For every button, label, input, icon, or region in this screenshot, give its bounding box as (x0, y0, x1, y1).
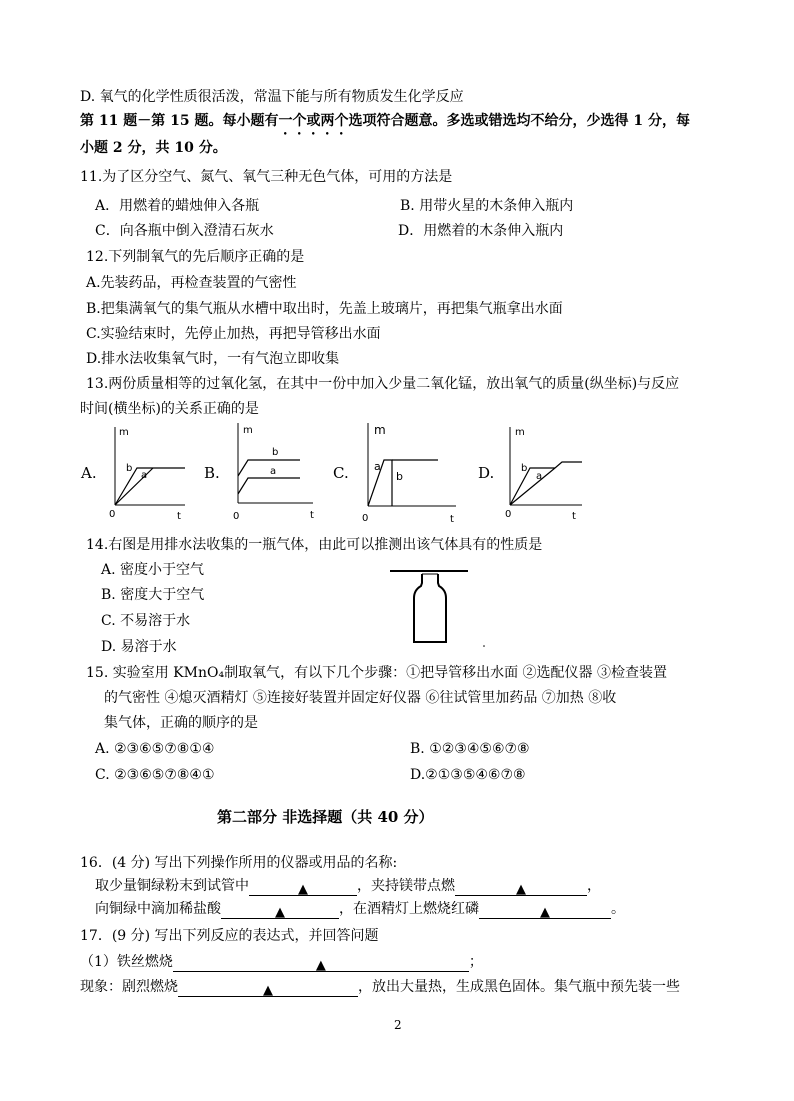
section-instruction: 第 11 题－第 15 题。每小题有一个或两个选项符合题意。多选或错选均不给分，少选得 1 分，每 (80, 113, 690, 129)
q16-blank-2[interactable]: ▲ (455, 880, 587, 896)
graph-d-label: D. (478, 464, 495, 482)
q17-blank-2[interactable]: ▲ (178, 981, 358, 997)
graph-d-label-b: b (521, 463, 528, 474)
q14-stem: 14.右图是用排水法收集的一瓶气体，由此可以推测出该气体具有的性质是 (86, 537, 543, 553)
q15-stem-line2: 的气密性 ④熄灭酒精灯 ⑤连接好装置并固定好仪器 ⑥往试管里加药品 ⑦加热 ⑧收 (104, 690, 617, 706)
graph-c-ylabel: m (374, 423, 386, 437)
graph-d (500, 422, 590, 522)
page-number: 2 (394, 1018, 402, 1032)
q14-option-b: B. 密度大于空气 (101, 587, 205, 603)
q11-stem: 11.为了区分空气、氮气、氧气三种无色气体，可用的方法是 (80, 169, 453, 185)
q11-option-b: B. 用带火星的木条伸入瓶内 (400, 198, 574, 214)
q15-stem-line1: 15. 实验室用 KMnO₄制取氧气，有以下几个步骤：①把导管移出水面 ②选配仪器 ③检查装置 (86, 665, 667, 681)
q12-option-d: D.排水法收集氧气时，一有气泡立即收集 (86, 351, 340, 367)
graph-d-origin: 0 (505, 509, 512, 520)
graph-a-label-a: a (141, 470, 148, 481)
graph-b-label-a: a (270, 466, 277, 477)
graph-b-label-b: b (272, 447, 279, 458)
graph-c-label-b: b (396, 470, 403, 483)
gas-jar-figure (388, 566, 500, 650)
q15-option-b: B. ①②③④⑤⑥⑦⑧ (410, 741, 530, 757)
graph-c (358, 418, 463, 526)
q17-stem: 17．(9 分) 写出下列反应的表达式，并回答问题 (80, 928, 379, 944)
graph-b (228, 418, 323, 523)
graph-c-xlabel: t (450, 514, 454, 525)
graph-a (105, 422, 190, 522)
q15-stem-line3: 集气体，正确的顺序的是 (104, 715, 258, 731)
part2-title: 第二部分 非选择题（共 40 分） (217, 808, 434, 826)
graph-d-ylabel: m (515, 427, 525, 438)
q15-option-a: A. ②③⑥⑤⑦⑧①④ (95, 741, 215, 757)
graph-b-label: B. (204, 464, 220, 482)
q11-option-c: C．向各瓶中倒入澄清石灰水 (95, 223, 274, 239)
graph-a-origin: 0 (109, 509, 116, 520)
graph-a-label: A. (81, 464, 97, 482)
graph-b-curve-b (238, 460, 300, 476)
graph-a-label-b: b (126, 463, 133, 474)
q11-option-a: A．用燃着的蜡烛伸入各瓶 (95, 198, 260, 214)
graph-b-curve-a (238, 478, 300, 494)
graph-a-ylabel: m (119, 427, 129, 438)
graph-b-origin: 0 (233, 511, 240, 522)
q15-option-d: D.②①③⑤④⑥⑦⑧ (410, 767, 526, 783)
q12-option-b: B.把集满氧气的集气瓶从水槽中取出时，先盖上玻璃片，再把集气瓶拿出水面 (86, 301, 563, 317)
q12-stem: 12.下列制氧气的先后顺序正确的是 (86, 249, 305, 265)
q13-stem: 13.两份质量相等的过氧化氢，在其中一份中加入少量二氧化锰，放出氧气的质量(纵坐标)与反应 (86, 376, 680, 392)
graph-d-label-a: a (536, 471, 543, 482)
q14-option-d: D. 易溶于水 (101, 639, 177, 655)
graph-a-xlabel: t (177, 511, 181, 522)
q14-option-a: A. 密度小于空气 (101, 562, 205, 578)
q11-option-d: D．用燃着的木条伸入瓶内 (398, 223, 564, 239)
gas-jar (414, 574, 446, 642)
dot (483, 645, 485, 647)
q17-line2: 现象：剧烈燃烧 ▲ ，放出大量热，生成黑色固体。集气瓶中预先装一些 (80, 979, 680, 998)
graph-c-origin: 0 (362, 513, 369, 524)
section-instruction-line2: 小题 2 分，共 10 分。 (80, 140, 227, 156)
graph-d-xlabel: t (572, 511, 576, 522)
q17-line1: （1）铁丝燃烧 ▲ ； (80, 954, 483, 973)
q10-option-d: D. 氧气的化学性质很活泼，常温下能与所有物质发生化学反应 (80, 89, 464, 105)
graph-b-ylabel: m (243, 425, 253, 436)
q14-option-c: C. 不易溶于水 (101, 613, 191, 629)
q16-line1: 取少量铜绿粉末到试管中 ▲ ，夹持镁带点燃 ▲ ， (95, 878, 601, 897)
q12-option-a: A.先装药品，再检查装置的气密性 (86, 275, 297, 291)
q13-stem-line2: 时间(横坐标)的关系正确的是 (80, 401, 259, 417)
q17-blank-1[interactable]: ▲ (173, 956, 469, 972)
graph-c-label-a: a (374, 460, 381, 473)
q16-blank-4[interactable]: ▲ (479, 903, 611, 919)
q16-blank-1[interactable]: ▲ (249, 880, 357, 896)
q15-option-c: C. ②③⑥⑤⑦⑧④① (95, 767, 215, 783)
q12-option-c: C.实验结束时，先停止加热，再把导管移出水面 (86, 326, 381, 342)
graph-b-xlabel: t (310, 510, 314, 521)
q16-stem: 16．(4 分) 写出下列操作所用的仪器或用品的名称: (80, 855, 398, 871)
graph-c-label: C. (333, 464, 349, 482)
q16-line2: 向铜绿中滴加稀盐酸 ▲ ，在酒精灯上燃烧红磷 ▲ 。 (95, 901, 625, 920)
q16-blank-3[interactable]: ▲ (221, 903, 339, 919)
